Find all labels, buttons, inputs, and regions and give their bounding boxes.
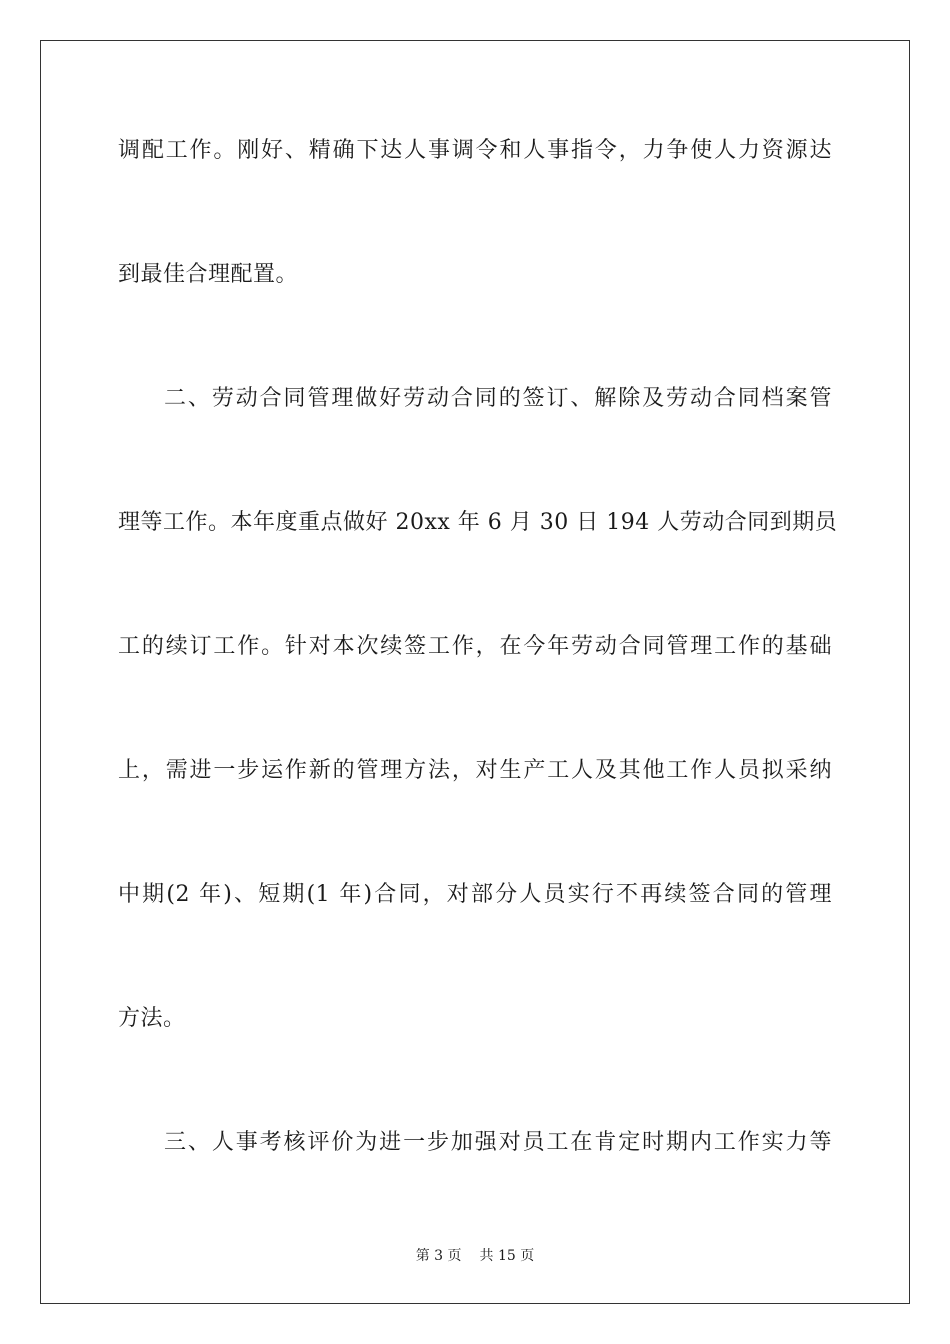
page-footer bbox=[0, 1246, 950, 1266]
page-total: 共 15 页 bbox=[479, 1248, 535, 1264]
page-number: 第 3 页 bbox=[415, 1248, 462, 1264]
section-heading-line: 二、劳动合同管理做好劳动合同的签订、解除及劳动合同档案管 bbox=[164, 386, 832, 411]
body-text-line: 工的续订工作。针对本次续签工作，在今年劳动合同管理工作的基础 bbox=[118, 634, 832, 659]
page-border bbox=[40, 40, 910, 1304]
body-text-line: 中期(2 年)、短期(1 年)合同，对部分人员实行不再续签合同的管理 bbox=[118, 882, 832, 907]
body-text-line: 理等工作。本年度重点做好 20xx 年 6 月 30 日 194 人劳动合同到期员 bbox=[118, 510, 838, 535]
section-heading-line: 三、人事考核评价为进一步加强对员工在肯定时期内工作实力等 bbox=[164, 1130, 832, 1155]
body-text-line: 到最佳合理配置。 bbox=[118, 262, 299, 287]
body-text-line: 上，需进一步运作新的管理方法，对生产工人及其他工作人员拟采纳 bbox=[118, 758, 832, 783]
body-text-line: 调配工作。刚好、精确下达人事调令和人事指令，力争使人力资源达 bbox=[118, 138, 832, 163]
body-text-line: 方法。 bbox=[118, 1006, 186, 1031]
